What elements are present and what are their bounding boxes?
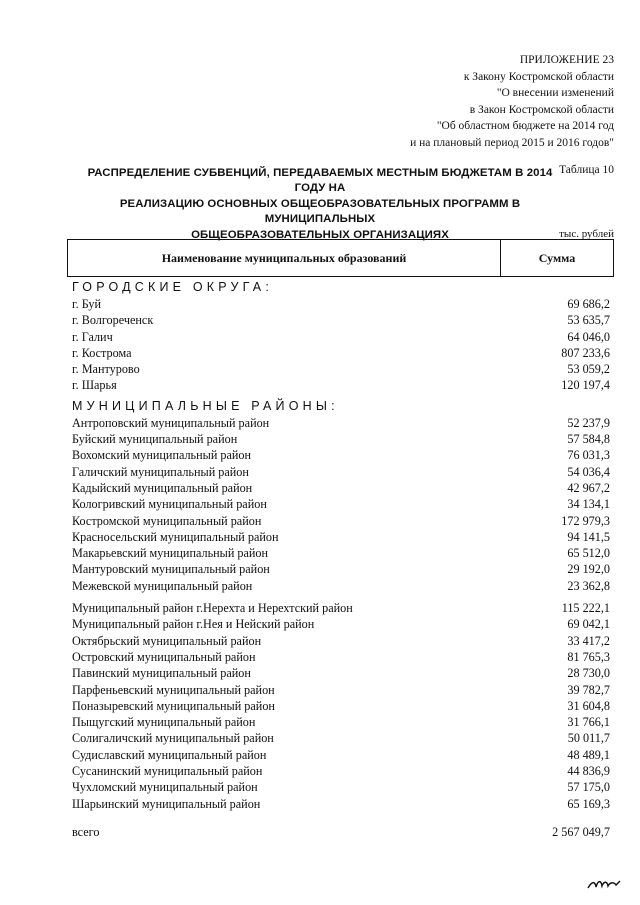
table-row — [72, 345, 614, 361]
subsidy-amount: 29 192,0 — [567, 562, 610, 577]
table-row — [72, 329, 614, 345]
document-title — [80, 166, 560, 243]
subsidy-amount: 33 417,2 — [567, 633, 610, 648]
districts-list — [72, 415, 614, 594]
districts-list-continued — [72, 600, 614, 812]
municipality-name: г. Галич — [72, 329, 113, 344]
subsidy-amount: 28 730,0 — [567, 666, 610, 681]
table-row — [72, 377, 614, 393]
table-row — [72, 545, 614, 561]
table-row — [72, 649, 614, 665]
table-row — [72, 480, 614, 496]
subsidy-amount: 52 237,9 — [567, 415, 610, 430]
column-header-name: Наименование муниципальных образований — [68, 240, 501, 276]
table-row — [72, 312, 614, 328]
appendix-line: к Закону Костромской области — [463, 70, 614, 83]
table-row — [72, 616, 614, 632]
table-row — [72, 513, 614, 529]
appendix-line: "Об областном бюджете на 2014 год — [436, 120, 614, 133]
municipality-name: г. Волгореченск — [72, 313, 154, 328]
municipality-name: г. Мантурово — [72, 362, 140, 377]
table-row — [72, 747, 614, 763]
municipality-name: Муниципальный район г.Нерехта и Нерехтский район — [72, 601, 353, 616]
municipality-name: Поназыревский муниципальный район — [72, 698, 275, 713]
subsidy-amount: 50 011,7 — [567, 731, 610, 746]
table-row — [72, 730, 614, 746]
section-heading-cities: ГОРОДСКИЕ ОКРУГА: — [72, 280, 274, 294]
table-row — [72, 763, 614, 779]
table-row — [72, 464, 614, 480]
municipality-name: Парфеньевский муниципальный район — [72, 682, 275, 697]
table-row — [72, 578, 614, 594]
municipality-name: Антроповский муниципальный район — [72, 415, 270, 430]
table-header — [67, 239, 614, 277]
municipality-name: Вохомский муниципальный район — [72, 448, 252, 463]
municipality-name: Красносельский муниципальный район — [72, 529, 279, 544]
subsidy-amount: 65 169,3 — [567, 796, 610, 811]
title-line: ОБЩЕОБРАЗОВАТЕЛЬНЫХ ОРГАНИЗАЦИЯХ — [191, 228, 449, 241]
table-row — [72, 633, 614, 649]
municipality-name: Шарьинский муниципальный район — [72, 796, 261, 811]
municipality-name: Октябрьский муниципальный район — [72, 633, 262, 648]
municipality-name: Судиславский муниципальный район — [72, 747, 267, 762]
table-row — [72, 714, 614, 730]
table-row — [72, 561, 614, 577]
table-row — [72, 361, 614, 377]
municipality-name: Сусанинский муниципальный район — [72, 764, 263, 779]
subsidy-amount: 81 765,3 — [567, 649, 610, 664]
municipality-name: Макарьевский муниципальный район — [72, 546, 269, 561]
subsidy-amount: 53 635,7 — [567, 313, 610, 328]
municipality-name: Муниципальный район г.Нея и Нейский район — [72, 617, 315, 632]
total-label: всего — [72, 824, 100, 839]
municipality-name: Солигаличский муниципальный район — [72, 731, 274, 746]
cities-list — [72, 296, 614, 394]
subsidy-amount: 34 134,1 — [567, 497, 610, 512]
column-header-sum: Сумма — [538, 250, 576, 265]
title-line: РЕАЛИЗАЦИЮ ОСНОВНЫХ ОБЩЕОБРАЗОВАТЕЛЬНЫХ ПРОГРАММ В МУНИЦИПАЛЬНЫХ — [119, 197, 521, 226]
units-label: тыс. рублей — [559, 228, 614, 240]
subsidy-amount: 48 489,1 — [567, 747, 610, 762]
municipality-name: г. Кострома — [72, 345, 132, 360]
subsidy-amount: 42 967,2 — [567, 480, 610, 495]
municipality-name: Павинский муниципальный район — [72, 666, 251, 681]
appendix-line: ПРИЛОЖЕНИЕ 23 — [519, 54, 614, 66]
table-row — [72, 698, 614, 714]
subsidy-amount: 57 584,8 — [567, 432, 610, 447]
subsidy-amount: 69 686,2 — [567, 297, 610, 311]
subsidy-amount: 39 782,7 — [567, 682, 610, 697]
section-heading-districts: МУНИЦИПАЛЬНЫЕ РАЙОНЫ: — [72, 398, 339, 413]
municipality-name: Островский муниципальный район — [72, 649, 256, 664]
title-line: РАСПРЕДЕЛЕНИЕ СУБВЕНЦИЙ, ПЕРЕДАВАЕМЫХ МЕСТНЫМ БЮДЖЕТАМ В 2014 ГОДУ НА — [87, 167, 553, 195]
subsidy-amount: 64 046,0 — [567, 329, 610, 344]
table-row — [72, 665, 614, 681]
table-row — [72, 796, 614, 812]
subsidy-amount: 76 031,3 — [567, 448, 610, 463]
municipality-name: Межевской муниципальный район — [72, 578, 253, 593]
table-row — [72, 447, 614, 463]
municipality-name: г. Буй — [72, 297, 102, 311]
municipality-name: Кадыйский муниципальный район — [72, 480, 253, 495]
table-row — [72, 779, 614, 795]
appendix-line: "О внесении изменений — [496, 87, 614, 100]
subsidy-amount: 23 362,8 — [567, 578, 610, 593]
table-row — [72, 415, 614, 431]
municipality-name: г. Шарья — [72, 378, 117, 393]
subsidy-amount: 807 233,6 — [561, 345, 610, 360]
appendix-line: и на плановый период 2015 и 2016 годов" — [410, 136, 614, 149]
subsidy-amount: 115 222,1 — [561, 601, 610, 616]
total-value: 2 567 049,7 — [552, 824, 610, 839]
subsidy-amount: 120 197,4 — [561, 378, 610, 393]
table-row — [72, 496, 614, 512]
appendix-line: в Закон Костромской области — [469, 103, 614, 116]
subsidy-amount: 172 979,3 — [561, 513, 610, 528]
municipality-name: Галичский муниципальный район — [72, 464, 249, 479]
subsidy-amount: 57 175,0 — [567, 780, 610, 795]
subsidy-amount: 31 766,1 — [567, 715, 610, 730]
subsidy-amount: 44 836,9 — [567, 764, 610, 779]
municipality-name: Чухломский муниципальный район — [72, 780, 258, 795]
table-row — [72, 600, 614, 616]
table-row — [72, 431, 614, 447]
subsidy-amount: 94 141,5 — [567, 529, 610, 544]
subsidy-amount: 53 059,2 — [567, 362, 610, 377]
subsidy-amount: 54 036,4 — [567, 464, 610, 479]
municipality-name: Кологривский муниципальный район — [72, 497, 267, 512]
total-row — [72, 824, 614, 840]
handwritten-signature-mark — [586, 877, 622, 891]
table-row — [72, 682, 614, 698]
table-body — [72, 279, 614, 840]
subsidy-amount: 31 604,8 — [567, 698, 610, 713]
municipality-name: Буйский муниципальный район — [72, 432, 238, 447]
subsidy-amount: 65 512,0 — [567, 546, 610, 561]
table-row — [72, 296, 614, 312]
municipality-name: Пыщугский муниципальный район — [72, 715, 256, 730]
appendix-header — [254, 52, 614, 178]
municipality-name: Мантуровский муниципальный район — [72, 562, 270, 577]
municipality-name: Костромской муниципальный район — [72, 513, 262, 528]
table-row — [72, 529, 614, 545]
table-label: Таблица 10 — [559, 163, 614, 176]
subsidy-amount: 69 042,1 — [567, 617, 610, 632]
